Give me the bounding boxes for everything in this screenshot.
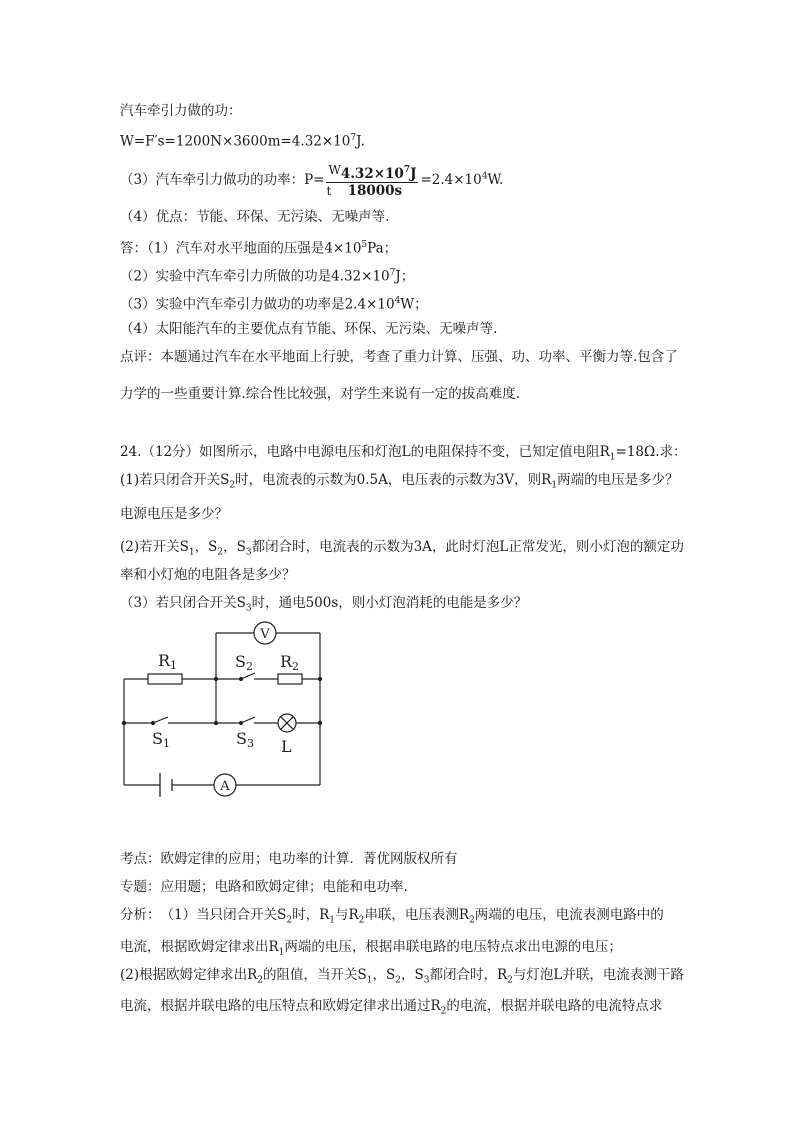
text-line — [120, 997, 662, 1021]
text: 时，R — [292, 907, 330, 923]
text: ，S — [372, 967, 396, 983]
text: W — [328, 163, 341, 177]
superscript: 7 — [389, 268, 396, 278]
text-line — [120, 966, 684, 990]
text-line — [120, 320, 497, 338]
switch-s2-icon — [240, 673, 256, 681]
text-line — [120, 236, 397, 258]
text: 时，通电500s，则小灯泡消耗的电能是多少？ — [251, 595, 528, 611]
voltmeter-label: V — [260, 627, 270, 642]
subscript: 1 — [170, 659, 178, 672]
text: W. — [487, 171, 504, 188]
text: S — [236, 729, 247, 748]
text: 汽车牵引力做的功： — [120, 103, 242, 119]
text: 答：（1）汽车对水平地面的压强是4×10 — [120, 240, 362, 257]
subscript: 2 — [286, 915, 293, 926]
text-line — [120, 538, 684, 562]
voltmeter-icon — [254, 622, 276, 644]
superscript: 7 — [403, 165, 411, 175]
text-line — [120, 906, 664, 930]
text: 两端的电压，根据串联电路的电压特点求出电源的电压； — [284, 939, 622, 955]
text: 电流，根据欧姆定律求出R — [120, 939, 279, 955]
text: （3）汽车牵引力做功的功率：P= — [120, 171, 325, 188]
subscript: 3 — [245, 603, 252, 614]
text: 两端的电压，电流表测电路中的 — [474, 907, 664, 923]
subscript: 1 — [162, 737, 170, 750]
junction-dot — [214, 721, 218, 725]
text: （4）优点：节能、环保、无污染、无噪声等. — [120, 209, 390, 225]
text: 的阻值，当开关S — [263, 967, 367, 983]
text: (2)若开关S — [120, 539, 189, 555]
ammeter-label: A — [220, 779, 230, 794]
text-line — [120, 566, 296, 584]
text-line — [120, 878, 408, 896]
r2-label — [280, 652, 299, 673]
subscript: 2 — [469, 915, 475, 926]
text-line — [120, 129, 365, 151]
text-line — [120, 938, 622, 962]
r1-label — [158, 651, 177, 672]
subscript: 3 — [246, 737, 254, 750]
text-line — [120, 348, 678, 366]
text: 与灯泡L并联，电流表测干路 — [512, 967, 684, 983]
switch-s3-icon — [240, 717, 256, 725]
text: R — [280, 652, 293, 671]
text: R — [158, 651, 171, 670]
resistor-r1 — [148, 674, 182, 684]
subscript: 3 — [245, 547, 252, 558]
text: J — [410, 165, 417, 182]
switch-s1-icon — [152, 717, 169, 725]
subscript: 2 — [229, 480, 236, 491]
text: S — [152, 729, 163, 748]
text: 都闭合时，R — [429, 967, 508, 983]
subscript: 2 — [245, 660, 253, 673]
subscript: 3 — [423, 975, 430, 986]
text: 分析： （1）当只闭合开关S — [120, 907, 287, 923]
text-line — [120, 385, 520, 403]
text: 的电流，根据并联电路的电流特点求 — [446, 998, 663, 1014]
subscript: 2 — [292, 660, 300, 673]
subscript: 2 — [395, 975, 401, 986]
text-line — [120, 208, 389, 226]
text: t — [326, 183, 332, 198]
text: J. — [356, 133, 365, 150]
superscript: 5 — [361, 240, 368, 250]
superscript: 4 — [481, 171, 488, 182]
text: （3）若只闭合开关S — [120, 595, 246, 611]
subscript: 1 — [188, 547, 195, 558]
text: ，S — [401, 967, 424, 983]
text: 点评：本题通过汽车在水平地面上行驶，考查了重力计算、压强、功、功率、平衡力等.包含了 — [120, 349, 678, 365]
subscript: 2 — [440, 1006, 447, 1017]
text: Pa； — [367, 240, 398, 257]
text-line — [120, 505, 228, 523]
text: （3）实验中汽车牵引力做功的功率是2.4×10 — [120, 296, 395, 313]
text: =2.4×10 — [420, 171, 482, 188]
s2-label — [235, 652, 253, 673]
text: (2)根据欧姆定律求出R — [120, 967, 258, 983]
text: （4）太阳能汽车的主要优点有节能、环保、无污染、无噪声等. — [120, 321, 498, 337]
text: 两端的电压是多少？ — [557, 472, 679, 488]
subscript: 2 — [358, 915, 365, 926]
text: 时，电流表的示数为0.5A，电压表的示数为3V，则R — [235, 472, 552, 488]
text: ，S — [194, 539, 218, 555]
circuit-diagram — [118, 615, 333, 805]
text-line — [120, 471, 679, 495]
text-line — [120, 850, 458, 868]
text: J； — [395, 268, 415, 285]
junction-dot — [318, 677, 322, 681]
text: 率和小灯炮的电阻各是多少？ — [120, 567, 296, 583]
text: 串联，电压表测R — [364, 907, 470, 923]
text: (1)若只闭合开关S — [120, 472, 230, 488]
text: 18000s — [347, 182, 403, 199]
text: 考点：欧姆定律的应用；电功率的计算．菁优网版权所有 — [120, 851, 458, 867]
junction-dot — [122, 721, 126, 725]
fraction-denominator — [326, 183, 418, 199]
subscript: 1 — [278, 947, 285, 958]
text: （2）实验中汽车牵引力所做的功是4.32×10 — [120, 268, 390, 285]
fraction-numerator — [326, 162, 418, 183]
text: W=F′s=1200N×3600m=4.32×10 — [120, 133, 351, 150]
text: S — [235, 652, 246, 671]
text-line — [120, 102, 242, 120]
question-title — [120, 443, 687, 467]
text: 电源电压是多少？ — [120, 506, 228, 522]
text: 电流，根据并联电路的电压特点和欧姆定律求出通过R — [120, 998, 441, 1014]
superscript: 4 — [394, 296, 401, 306]
fraction — [326, 162, 418, 199]
subscript: 2 — [507, 975, 513, 986]
subscript: 2 — [257, 975, 264, 986]
lamp-icon — [278, 714, 296, 732]
lamp-label: L — [281, 737, 292, 756]
resistor-r2 — [278, 674, 302, 684]
text: W； — [400, 296, 428, 313]
subscript: 1 — [551, 480, 558, 491]
text: 4.32×10 — [340, 165, 404, 182]
text: 24.（12分）如图所示，电路中电源电压和灯泡L的电阻保持不变，已知定值电阻R — [120, 444, 610, 460]
subscript: 1 — [609, 452, 616, 463]
text: 都闭合时，电流表的示数为3A，此时灯泡L正常发光，则小灯泡的额定功 — [251, 539, 684, 555]
subscript: 1 — [366, 975, 373, 986]
s3-label — [236, 729, 254, 750]
text-line — [120, 292, 428, 314]
subscript: 1 — [329, 915, 335, 926]
text: =18Ω.求： — [615, 444, 687, 460]
s1-label — [152, 729, 170, 750]
text: ，S — [223, 539, 246, 555]
text-line — [120, 264, 414, 286]
battery-icon — [160, 773, 172, 797]
superscript: 7 — [350, 133, 357, 143]
ammeter-icon — [214, 774, 236, 796]
subscript: 2 — [217, 547, 224, 558]
text: 与R — [334, 907, 359, 923]
text: 力学的一些重要计算.综合性比较强，对学生来说有一定的拔高难度. — [120, 386, 521, 402]
junction-dot — [318, 721, 322, 725]
junction-dot — [214, 677, 218, 681]
text: 专题：应用题；电路和欧姆定律；电能和电功率. — [120, 879, 408, 895]
formula-line — [120, 162, 503, 199]
